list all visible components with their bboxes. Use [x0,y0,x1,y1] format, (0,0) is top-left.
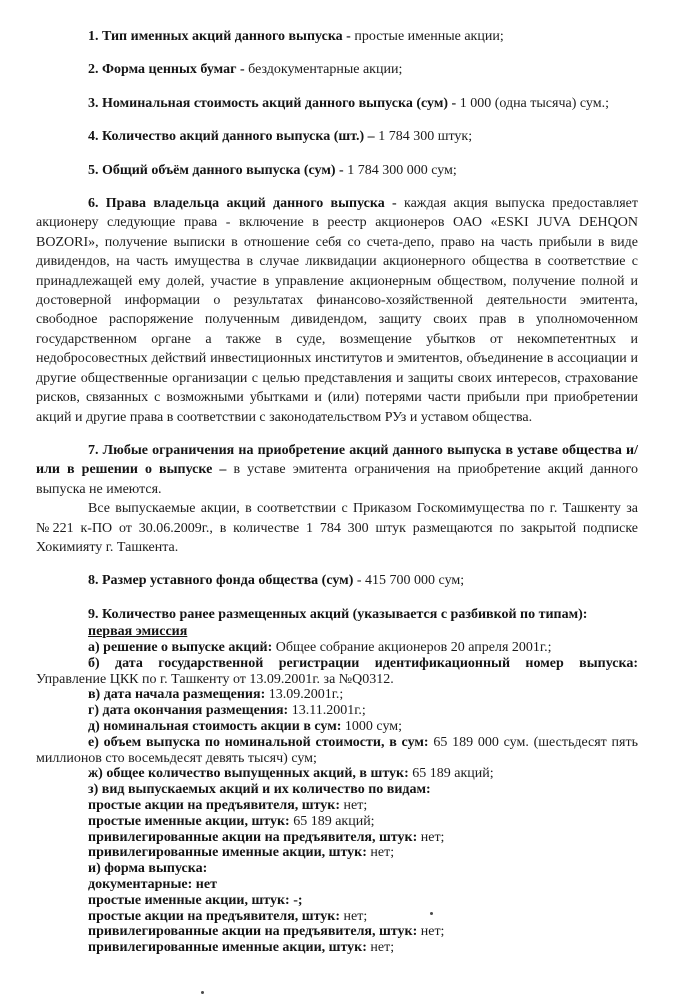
item-3-value: 1 000 (одна тысяча) сум.; [459,95,609,111]
subitem-g-label: г) дата окончания размещения: [88,703,292,719]
item-7-value: в уставе эмитента ограничения на приобретение акций данного выпуска не имеются. [36,462,638,497]
form-ordinary-registered [36,893,638,909]
subitem-z-label: з) вид выпускаемых акций и их количество по видам: [88,782,431,798]
form-ordinary-bearer [36,909,638,925]
kind-preferred-bearer [36,830,638,846]
subitem-b-label: б) дата государственной регистрации идентификационный номер выпуска: [88,655,638,671]
kind-preferred-registered-value: нет; [370,845,395,861]
kind-ordinary-bearer-value: нет; [343,797,368,813]
item-7-label: 7. Любые ограничения на приобретение акций данного выпуска в уставе общества и/или в решении о выпуске – [36,442,638,478]
form-preferred-bearer [36,924,638,940]
subitem-g-value: 13.11.2001г.; [291,703,366,719]
subitem-a-value: Общее собрание акционеров 20 апреля 2001г.; [275,639,552,655]
form-preferred-registered-value: нет; [370,940,395,956]
placement-text: Все выпускаемые акции, в соответствии с Приказом Госкомимущества по г. Ташкенту за №221 к-ПО от 30.06.2009г., в количестве 1 784 300 штук размещаются по закрытой подписке Хокимияту г. Ташкента. [36,501,638,555]
kind-preferred-registered-label: привилегированные именные акции, штук: [88,845,371,861]
kind-ordinary-registered-label: простые именные акции, штук: [88,813,294,829]
item-6-value: каждая акция выпуска предоставляет акционеру следующие права - включение в реестр акционеров ОАО «ESKI JUVA DEHQON BOZORI», получение выписки в отношение себя со счета-депо, право на часть прибыли в виде дивидендов, на часть имущества в случае ликвидации акционерного общества в соответствие с принадлежащей ему долей, участие в управление акционерным обществом, получение полной и достоверной информации о результатах финансово-хозяйственной деятельности эмитента, свободное распоряжение полученным дивидендом, защиту своих прав в уполномоченном государственном органе а также в суде, возмещение убытков от некомпетентных и недобросовестных действий инвестиционных институтов и эмитентов, объединение в ассоциации и другие общественные организации с целью представления и защиты своих интересов, страхование рисков, связанных с возможными убытками и (или) потерями части прибыли при приобретении акций и другие права в соответствии с законодательством РУз и уставом общества. [36,196,638,425]
first-emission-label: первая эмиссия [88,624,188,640]
form-preferred-bearer-value: нет; [420,924,445,940]
form-ordinary-bearer-value: нет; [343,908,368,924]
subitem-a-issue-decision [36,640,638,656]
subitem-e-value: 65 189 000 сум. (шестьдесят пять миллионов сто восемьдесят девять тысяч) сум; [36,734,638,766]
item-2-securities-form [36,60,638,79]
form-ordinary-bearer-label: простые акции на предъявителя, штук: [88,908,344,924]
kind-preferred-bearer-value: нет; [420,829,445,845]
subitem-v-value: 13.09.2001г.; [268,687,344,703]
subitem-g-placement-end [36,703,638,719]
item-6-label: 6. Права владельца акций данного выпуска - [88,196,404,212]
item-4-value: 1 784 300 штук; [378,129,473,145]
subitem-e-label: е) объем выпуска по номинальной стоимости, в сум: [88,734,434,750]
subitem-e-issue-volume [36,735,638,767]
item-1-label: 1. Тип именных акций данного выпуска - [88,29,355,44]
kind-ordinary-bearer-label: простые акции на предъявителя, штук: [88,797,344,813]
item-2-label: 2. Форма ценных бумаг - [88,62,249,78]
form-ordinary-registered-label: простые именные акции, штук: -; [88,892,303,908]
subitem-i-issue-form [36,861,638,877]
subitem-d-value: 1000 сум; [344,718,403,734]
subitem-v-label: в) дата начала размещения: [88,687,269,703]
form-preferred-registered [36,940,638,956]
form-preferred-registered-label: привилегированные именные акции, штук: [88,940,371,956]
kind-preferred-registered [36,845,638,861]
item-4-share-quantity [36,127,638,146]
kind-ordinary-registered-value: 65 189 акций; [293,813,375,829]
item-5-label: 5. Общий объём данного выпуска (сум) - [88,162,348,178]
subitem-zh-label: ж) общее количество выпущенных акций, в штук: [88,766,413,782]
subitem-zh-total-shares [36,766,638,782]
item-5-value: 1 784 300 000 сум; [347,162,457,178]
form-documentary-label: документарные: нет [88,876,217,892]
subitem-a-label: а) решение о выпуске акций: [88,639,276,655]
subitem-zh-value: 65 189 акций; [412,766,494,782]
form-documentary [36,877,638,893]
item-1-share-type [36,27,638,46]
item-3-nominal-value [36,94,638,113]
scan-artifact-dot [430,912,433,915]
subitem-b-registration [36,656,638,688]
kind-ordinary-registered [36,814,638,830]
item-5-total-volume [36,161,638,180]
subitem-i-label: и) форма выпуска: [88,861,208,877]
item-7-restrictions [36,441,638,499]
item-9-label: 9. Количество ранее размещенных акций (указывается с разбивкой по типам): [88,606,588,622]
item-4-label: 4. Количество акций данного выпуска (шт.) – [88,129,379,145]
subitem-z-share-kinds [36,782,638,798]
scan-artifact-dot [201,991,204,994]
item-8-label: 8. Размер уставного фонда общества (сум) [88,573,354,589]
item-6-shareholder-rights [36,194,638,427]
item-9-heading [36,605,638,624]
subitem-d-label: д) номинальная стоимость акции в сум: [88,718,345,734]
first-emission-heading [36,624,638,640]
item-1-value: простые именные акции; [354,29,504,44]
subitem-d-nominal [36,719,638,735]
item-8-value: - 415 700 000 сум; [353,573,465,589]
subitem-v-placement-start [36,687,638,703]
kind-ordinary-bearer [36,798,638,814]
item-8-charter-fund [36,571,638,590]
kind-preferred-bearer-label: привилегированные акции на предъявителя, штук: [88,829,421,845]
item-3-label: 3. Номинальная стоимость акций данного выпуска (сум) - [88,95,460,111]
form-preferred-bearer-label: привилегированные акции на предъявителя, штук: [88,924,421,940]
placement-paragraph [36,499,638,557]
item-2-value: бездокументарные акции; [248,62,403,78]
subitem-b-value: Управление ЦКК по г. Ташкенту от 13.09.2001г. за №Q0312. [36,671,394,687]
